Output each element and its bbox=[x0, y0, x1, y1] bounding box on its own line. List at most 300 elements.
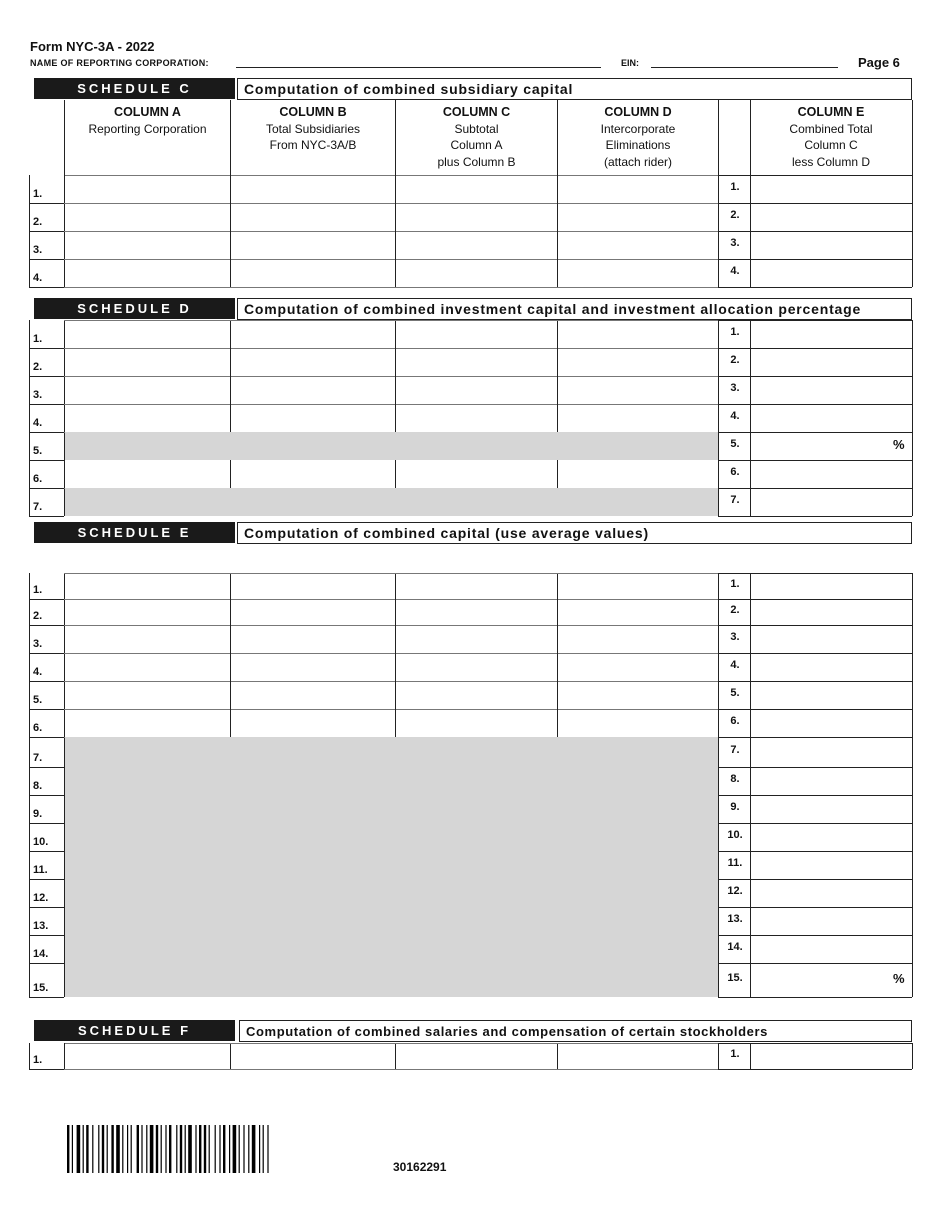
schedule_d-percent-sign: % bbox=[893, 437, 905, 452]
schedule_e-row-line bbox=[29, 767, 64, 768]
schedule_c-line-number: 3. bbox=[33, 244, 43, 256]
schedule_c-row-2-col-d[interactable] bbox=[558, 204, 717, 230]
schedule_e-row-line bbox=[29, 599, 64, 600]
schedule_e-left-border bbox=[29, 851, 30, 879]
shaded-area bbox=[65, 823, 718, 851]
schedule_d-row-2-col-d[interactable] bbox=[558, 349, 717, 375]
barcode-bar bbox=[176, 1125, 177, 1173]
grid-line bbox=[64, 1043, 65, 1069]
schedule_e-line-number: 13. bbox=[33, 920, 49, 932]
schedule_c-row-1-col-c[interactable] bbox=[396, 176, 556, 202]
schedule-e-label: SCHEDULE E bbox=[34, 522, 235, 543]
barcode-bar bbox=[137, 1125, 139, 1173]
schedule_d-row-line bbox=[29, 404, 64, 405]
schedule_e-row-line bbox=[29, 963, 64, 964]
schedule_e-row-5-col-b[interactable] bbox=[231, 682, 394, 708]
shaded-area bbox=[65, 935, 718, 963]
schedule-c-col-border bbox=[64, 100, 65, 175]
schedule_d-row-3-col-e[interactable] bbox=[751, 377, 911, 403]
column-a-head: COLUMN A bbox=[114, 105, 181, 119]
schedule_e-col-border bbox=[912, 573, 913, 997]
column-e-header bbox=[751, 104, 911, 170]
barcode-bar bbox=[215, 1125, 216, 1173]
schedule_c-left-border bbox=[29, 231, 30, 259]
schedule_d-row-4-col-c[interactable] bbox=[396, 405, 556, 431]
schedule_e-left-border bbox=[29, 573, 30, 599]
schedule_d-col-border bbox=[912, 320, 913, 516]
schedule_f-col-border bbox=[912, 1043, 913, 1069]
schedule_d-row-1-col-c[interactable] bbox=[396, 321, 556, 347]
schedule_c-line-number-right: 1. bbox=[730, 181, 740, 193]
barcode-bar bbox=[195, 1125, 196, 1173]
barcode-bar bbox=[156, 1125, 158, 1173]
schedule_d-line-number-right: 7. bbox=[730, 494, 740, 506]
barcode-bar bbox=[161, 1125, 162, 1173]
schedule_d-left-border bbox=[29, 488, 30, 516]
schedule_d-row-6-col-b[interactable] bbox=[231, 461, 394, 487]
schedule_d-row-2-col-b[interactable] bbox=[231, 349, 394, 375]
shaded-area bbox=[65, 432, 718, 460]
schedule_e-row-13-col-e[interactable] bbox=[751, 908, 911, 934]
schedule_f-row-1-col-d[interactable] bbox=[558, 1044, 717, 1068]
schedule_d-row-line bbox=[29, 488, 64, 489]
schedule-c-col-border bbox=[912, 100, 913, 175]
barcode-bar bbox=[233, 1125, 237, 1173]
schedule_e-line-number: 11. bbox=[33, 864, 48, 876]
schedule_e-row-line bbox=[29, 653, 64, 654]
schedule_e-row-line bbox=[718, 997, 912, 998]
barcode-bar bbox=[209, 1125, 210, 1173]
barcode-bar bbox=[248, 1125, 249, 1173]
schedule_f-row-1-col-b[interactable] bbox=[231, 1044, 394, 1068]
column-d-desc2: Eliminations bbox=[605, 138, 671, 152]
shaded-area bbox=[65, 963, 718, 997]
schedule-c-col-border bbox=[395, 100, 396, 175]
schedule_e-row-2-col-d[interactable] bbox=[558, 600, 717, 624]
schedule_e-line-number: 10. bbox=[33, 836, 49, 848]
schedule-e-title: Computation of combined capital (use average values) bbox=[237, 522, 912, 544]
schedule_d-row-4-col-b[interactable] bbox=[231, 405, 394, 431]
schedule_d-row-line bbox=[29, 516, 64, 517]
schedule_d-row-4-col-e[interactable] bbox=[751, 405, 911, 431]
schedule_d-row-1-col-e[interactable] bbox=[751, 321, 911, 347]
column-b-desc2: From NYC-3A/B bbox=[269, 138, 357, 152]
schedule_d-row-4-col-a[interactable] bbox=[65, 405, 229, 431]
schedule_c-row-line bbox=[64, 287, 718, 288]
barcode-bar bbox=[199, 1125, 201, 1173]
schedule_c-left-border bbox=[29, 175, 30, 203]
column-a-header bbox=[65, 104, 230, 137]
schedule_e-row-1-col-a[interactable] bbox=[65, 574, 229, 598]
schedule_e-line-number-right: 7. bbox=[730, 744, 740, 756]
schedule_e-line-number-right: 2. bbox=[730, 604, 740, 616]
schedule_e-row-line bbox=[29, 935, 64, 936]
schedule_d-line-number-right: 4. bbox=[730, 410, 740, 422]
schedule_e-row-5-col-d[interactable] bbox=[558, 682, 717, 708]
schedule_e-left-border bbox=[29, 879, 30, 907]
schedule_c-left-border bbox=[29, 203, 30, 231]
column-c-head: COLUMN C bbox=[442, 105, 511, 119]
schedule_e-row-8-col-e[interactable] bbox=[751, 768, 911, 794]
schedule_c-row-3-col-c[interactable] bbox=[396, 232, 556, 258]
schedule-c-label: SCHEDULE C bbox=[34, 78, 235, 99]
barcode-bar bbox=[102, 1125, 104, 1173]
schedule_c-row-4-col-a[interactable] bbox=[65, 260, 229, 286]
schedule_e-left-border bbox=[29, 767, 30, 795]
schedule_e-line-number-right: 6. bbox=[730, 715, 740, 727]
schedule_e-line-number-right: 14. bbox=[727, 941, 743, 953]
schedule-c-col-border bbox=[718, 100, 719, 175]
schedule_d-line-number-right: 6. bbox=[730, 466, 740, 478]
schedule_e-row-line bbox=[29, 851, 64, 852]
schedule_e-line-number: 3. bbox=[33, 638, 43, 650]
barcode-bar bbox=[239, 1125, 240, 1173]
schedule_e-row-2-col-b[interactable] bbox=[231, 600, 394, 624]
schedule_e-row-3-col-d[interactable] bbox=[558, 626, 717, 652]
column-c-header bbox=[396, 104, 557, 170]
schedule_c-row-2-col-a[interactable] bbox=[65, 204, 229, 230]
barcode-bar bbox=[188, 1125, 192, 1173]
schedule_e-row-3-col-c[interactable] bbox=[396, 626, 556, 652]
column-b-desc1: Total Subsidiaries bbox=[265, 121, 361, 136]
barcode-bar bbox=[180, 1125, 182, 1173]
barcode-bar bbox=[116, 1125, 120, 1173]
barcode-bar bbox=[150, 1125, 154, 1173]
name-field[interactable] bbox=[236, 67, 601, 68]
schedule_f-row-1-col-c[interactable] bbox=[396, 1044, 556, 1068]
schedule_e-left-border bbox=[29, 737, 30, 767]
schedule_f-row-1-col-e[interactable] bbox=[751, 1044, 911, 1068]
schedule_f-top-border bbox=[64, 1043, 718, 1044]
schedule_d-left-border bbox=[29, 404, 30, 432]
schedule_c-row-2-col-e[interactable] bbox=[751, 204, 911, 230]
schedule_e-line-number: 4. bbox=[33, 666, 43, 678]
schedule_e-top-border bbox=[64, 573, 718, 574]
shaded-area bbox=[65, 737, 718, 767]
schedule_e-line-number-right: 12. bbox=[727, 885, 743, 897]
schedule_d-row-3-col-a[interactable] bbox=[65, 377, 229, 403]
schedule_c-row-line bbox=[29, 203, 64, 204]
schedule_d-row-6-col-a[interactable] bbox=[65, 461, 229, 487]
schedule_e-line-number-right: 9. bbox=[730, 801, 740, 813]
schedule_e-row-2-col-c[interactable] bbox=[396, 600, 556, 624]
schedule-d-title: Computation of combined investment capital and investment allocation percentage bbox=[237, 298, 912, 320]
schedule_c-row-2-col-b[interactable] bbox=[231, 204, 394, 230]
schedule_d-row-line bbox=[718, 516, 912, 517]
schedule_e-line-number-right: 1. bbox=[730, 578, 740, 590]
schedule_e-left-border bbox=[29, 907, 30, 935]
schedule_c-col-border bbox=[912, 175, 913, 287]
schedule_e-row-3-col-b[interactable] bbox=[231, 626, 394, 652]
schedule_f-line-number: 1. bbox=[33, 1054, 43, 1066]
schedule-c-col-border bbox=[750, 100, 751, 175]
schedule_e-left-border bbox=[29, 795, 30, 823]
name-label: NAME OF REPORTING CORPORATION: bbox=[30, 58, 209, 68]
schedule-f-label: SCHEDULE F bbox=[34, 1020, 235, 1041]
schedule_e-row-5-col-e[interactable] bbox=[751, 682, 911, 708]
schedule_e-left-border bbox=[29, 935, 30, 963]
schedule_c-row-3-col-d[interactable] bbox=[558, 232, 717, 258]
column-d-header bbox=[558, 104, 718, 170]
schedule_e-row-6-col-a[interactable] bbox=[65, 710, 229, 736]
schedule_d-row-line bbox=[29, 432, 64, 433]
schedule_c-line-number-right: 2. bbox=[730, 209, 740, 221]
ein-field[interactable] bbox=[651, 67, 838, 68]
barcode-bar bbox=[219, 1125, 220, 1173]
schedule_f-top-border bbox=[718, 1043, 912, 1044]
schedule_c-line-number-right: 3. bbox=[730, 237, 740, 249]
schedule_d-line-number-right: 3. bbox=[730, 382, 740, 394]
schedule_e-row-4-col-a[interactable] bbox=[65, 654, 229, 680]
shaded-area bbox=[65, 767, 718, 795]
schedule_c-row-line bbox=[29, 231, 64, 232]
barcode-bar bbox=[267, 1125, 268, 1173]
schedule_d-left-border bbox=[29, 432, 30, 460]
schedule_d-line-number: 7. bbox=[33, 501, 43, 513]
schedule_d-line-number: 2. bbox=[33, 361, 43, 373]
schedule_e-row-1-col-b[interactable] bbox=[231, 574, 394, 598]
schedule_e-line-number-right: 11. bbox=[727, 857, 743, 869]
schedule_e-row-4-col-b[interactable] bbox=[231, 654, 394, 680]
schedule_d-row-2-col-e[interactable] bbox=[751, 349, 911, 375]
schedule_d-row-6-col-d[interactable] bbox=[558, 461, 717, 487]
schedule_c-line-number: 4. bbox=[33, 272, 43, 284]
schedule_d-left-border bbox=[29, 376, 30, 404]
column-c-desc2: Column A bbox=[450, 138, 503, 152]
schedule_e-row-line bbox=[29, 907, 64, 908]
schedule_e-row-1-col-c[interactable] bbox=[396, 574, 556, 598]
schedule_e-row-15-col-e[interactable] bbox=[751, 964, 911, 996]
barcode-bar bbox=[169, 1125, 171, 1173]
schedule_d-row-1-col-a[interactable] bbox=[65, 321, 229, 347]
schedule_e-row-5-col-c[interactable] bbox=[396, 682, 556, 708]
barcode-bar bbox=[83, 1125, 84, 1173]
schedule_d-row-2-col-a[interactable] bbox=[65, 349, 229, 375]
schedule_f-row-line bbox=[29, 1069, 64, 1070]
schedule_c-row-3-col-b[interactable] bbox=[231, 232, 394, 258]
schedule_d-row-6-col-c[interactable] bbox=[396, 461, 556, 487]
column-b-head: COLUMN B bbox=[279, 105, 347, 119]
barcode-bar bbox=[263, 1125, 264, 1173]
schedule_d-row-3-col-d[interactable] bbox=[558, 377, 717, 403]
schedule_e-line-number: 5. bbox=[33, 694, 43, 706]
schedule_d-row-6-col-e[interactable] bbox=[751, 461, 911, 487]
schedule_d-row-3-col-c[interactable] bbox=[396, 377, 556, 403]
schedule-c-col-border bbox=[557, 100, 558, 175]
schedule_e-row-14-col-e[interactable] bbox=[751, 936, 911, 962]
schedule_c-row-1-col-e[interactable] bbox=[751, 176, 911, 202]
schedule_d-line-number-right: 1. bbox=[730, 326, 740, 338]
barcode-bar bbox=[107, 1125, 108, 1173]
schedule_c-row-3-col-a[interactable] bbox=[65, 232, 229, 258]
schedule_e-line-number: 1. bbox=[33, 584, 43, 596]
schedule_e-col-border bbox=[718, 573, 719, 997]
schedule_d-row-2-col-c[interactable] bbox=[396, 349, 556, 375]
schedule-c-title: Computation of combined subsidiary capital bbox=[237, 78, 912, 100]
ein-label: EIN: bbox=[621, 58, 639, 68]
schedule_e-left-border bbox=[29, 625, 30, 653]
barcode-bar bbox=[243, 1125, 244, 1173]
schedule_d-row-7-col-e[interactable] bbox=[751, 489, 911, 515]
schedule_c-row-3-col-e[interactable] bbox=[751, 232, 911, 258]
schedule_c-top-border bbox=[718, 175, 912, 176]
schedule_e-row-10-col-e[interactable] bbox=[751, 824, 911, 850]
barcode-bar bbox=[204, 1125, 206, 1173]
schedule_c-row-4-col-c[interactable] bbox=[396, 260, 556, 286]
schedule_e-row-line bbox=[29, 879, 64, 880]
shaded-area bbox=[65, 879, 718, 907]
schedule_e-row-6-col-e[interactable] bbox=[751, 710, 911, 736]
schedule_c-row-1-col-d[interactable] bbox=[558, 176, 717, 202]
schedule_e-row-line bbox=[29, 625, 64, 626]
schedule_e-line-number-right: 4. bbox=[730, 659, 740, 671]
column-e-desc1: Combined Total bbox=[789, 121, 873, 136]
schedule_e-left-border bbox=[29, 681, 30, 709]
schedule_e-left-border bbox=[29, 709, 30, 737]
column-c-desc3: plus Column B bbox=[437, 154, 516, 169]
barcode-bar bbox=[185, 1125, 186, 1173]
schedule_f-col-border bbox=[718, 1043, 719, 1069]
column-e-desc3: less Column D bbox=[791, 154, 871, 169]
schedule_d-row-4-col-d[interactable] bbox=[558, 405, 717, 431]
schedule_c-row-4-col-b[interactable] bbox=[231, 260, 394, 286]
schedule_c-row-line bbox=[29, 287, 64, 288]
schedule_c-line-number-right: 4. bbox=[730, 265, 740, 277]
shaded-area bbox=[65, 907, 718, 935]
schedule_e-left-border bbox=[29, 963, 30, 997]
schedule_d-line-number: 3. bbox=[33, 389, 43, 401]
column-e-desc2: Column C bbox=[804, 138, 858, 152]
schedule_e-line-number-right: 13. bbox=[727, 913, 743, 925]
schedule_e-line-number-right: 10. bbox=[727, 829, 743, 841]
barcode-bar bbox=[141, 1125, 142, 1173]
column-e-head: COLUMN E bbox=[797, 105, 865, 119]
schedule_f-row-line bbox=[718, 1069, 912, 1070]
grid-line bbox=[29, 1043, 30, 1069]
column-d-desc1: Intercorporate bbox=[600, 121, 676, 136]
schedule_e-line-number: 8. bbox=[33, 780, 43, 792]
form-title: Form NYC-3A - 2022 bbox=[30, 39, 155, 54]
schedule_e-top-border bbox=[718, 573, 912, 574]
schedule_e-line-number: 12. bbox=[33, 892, 49, 904]
schedule_d-row-1-col-d[interactable] bbox=[558, 321, 717, 347]
barcode-bar bbox=[86, 1125, 88, 1173]
schedule_e-percent-sign: % bbox=[893, 971, 905, 986]
schedule_e-row-12-col-e[interactable] bbox=[751, 880, 911, 906]
schedule_e-row-2-col-e[interactable] bbox=[751, 600, 911, 624]
schedule_d-col-border bbox=[718, 320, 719, 516]
schedule_e-left-border bbox=[29, 653, 30, 681]
schedule_e-row-1-col-e[interactable] bbox=[751, 574, 911, 598]
schedule_e-line-number-right: 15. bbox=[727, 972, 743, 984]
barcode-bar bbox=[131, 1125, 132, 1173]
schedule_d-row-5-col-e[interactable] bbox=[751, 433, 911, 459]
schedule_e-row-3-col-e[interactable] bbox=[751, 626, 911, 652]
schedule_d-top-border bbox=[718, 320, 912, 321]
barcode-bar bbox=[252, 1125, 256, 1173]
schedule_e-row-line bbox=[29, 709, 64, 710]
shaded-area bbox=[65, 851, 718, 879]
barcode-icon bbox=[67, 1125, 279, 1173]
schedule_e-line-number: 15. bbox=[33, 982, 49, 994]
schedule_c-row-line bbox=[718, 287, 912, 288]
schedule_e-row-6-col-b[interactable] bbox=[231, 710, 394, 736]
schedule_c-row-1-col-a[interactable] bbox=[65, 176, 229, 202]
schedule_d-top-border bbox=[64, 320, 718, 321]
schedule_c-row-2-col-c[interactable] bbox=[396, 204, 556, 230]
schedule_c-line-number: 1. bbox=[33, 188, 43, 200]
shaded-area bbox=[65, 795, 718, 823]
schedule_e-line-number-right: 5. bbox=[730, 687, 740, 699]
column-a-desc: Reporting Corporation bbox=[88, 121, 207, 136]
barcode-bar bbox=[92, 1125, 93, 1173]
schedule_e-row-line bbox=[29, 795, 64, 796]
schedule_e-row-5-col-a[interactable] bbox=[65, 682, 229, 708]
column-b-header bbox=[231, 104, 395, 154]
schedule_c-row-4-col-e[interactable] bbox=[751, 260, 911, 286]
schedule_e-line-number: 2. bbox=[33, 610, 43, 622]
schedule_e-row-3-col-a[interactable] bbox=[65, 626, 229, 652]
schedule_d-line-number: 1. bbox=[33, 333, 43, 345]
schedule_d-line-number-right: 2. bbox=[730, 354, 740, 366]
schedule_e-line-number-right: 8. bbox=[730, 773, 740, 785]
barcode-bar bbox=[127, 1125, 128, 1173]
schedule_e-row-4-col-c[interactable] bbox=[396, 654, 556, 680]
schedule_d-row-line bbox=[29, 348, 64, 349]
schedule_e-row-line bbox=[29, 737, 64, 738]
schedule_e-row-9-col-e[interactable] bbox=[751, 796, 911, 822]
schedule_e-left-border bbox=[29, 823, 30, 851]
column-d-desc3: (attach rider) bbox=[603, 154, 673, 169]
barcode-bar bbox=[165, 1125, 166, 1173]
barcode-bar bbox=[122, 1125, 123, 1173]
schedule_e-line-number: 9. bbox=[33, 808, 43, 820]
schedule_e-row-6-col-c[interactable] bbox=[396, 710, 556, 736]
schedule_c-row-line bbox=[29, 259, 64, 260]
schedule_e-row-line bbox=[29, 997, 64, 998]
schedule_d-line-number: 4. bbox=[33, 417, 43, 429]
barcode-bar bbox=[229, 1125, 230, 1173]
page-number: Page 6 bbox=[858, 55, 900, 70]
schedule_e-row-6-col-d[interactable] bbox=[558, 710, 717, 736]
barcode-bar bbox=[67, 1125, 69, 1173]
schedule_e-row-line bbox=[29, 823, 64, 824]
schedule_d-row-1-col-b[interactable] bbox=[231, 321, 394, 347]
barcode-bar bbox=[98, 1125, 99, 1173]
schedule_f-row-1-col-a[interactable] bbox=[65, 1044, 229, 1068]
schedule_e-row-2-col-a[interactable] bbox=[65, 600, 229, 624]
schedule_f-line-number-right: 1. bbox=[730, 1048, 740, 1060]
schedule_e-line-number: 14. bbox=[33, 948, 49, 960]
column-d-head: COLUMN D bbox=[604, 105, 672, 119]
schedule-f-title: Computation of combined salaries and compensation of certain stockholders bbox=[239, 1020, 912, 1042]
schedule_e-row-11-col-e[interactable] bbox=[751, 852, 911, 878]
schedule_d-left-border bbox=[29, 320, 30, 348]
schedule_d-line-number: 5. bbox=[33, 445, 43, 457]
barcode-bar bbox=[223, 1125, 225, 1173]
schedule_c-row-1-col-b[interactable] bbox=[231, 176, 394, 202]
schedule_e-row-4-col-e[interactable] bbox=[751, 654, 911, 680]
barcode-bar bbox=[72, 1125, 73, 1173]
barcode-bar bbox=[146, 1125, 147, 1173]
barcode-bar bbox=[259, 1125, 260, 1173]
schedule_e-row-4-col-d[interactable] bbox=[558, 654, 717, 680]
schedule_c-row-4-col-d[interactable] bbox=[558, 260, 717, 286]
schedule_d-line-number-right: 5. bbox=[730, 438, 740, 450]
schedule_e-row-7-col-e[interactable] bbox=[751, 738, 911, 766]
schedule_d-row-3-col-b[interactable] bbox=[231, 377, 394, 403]
schedule_e-row-1-col-d[interactable] bbox=[558, 574, 717, 598]
